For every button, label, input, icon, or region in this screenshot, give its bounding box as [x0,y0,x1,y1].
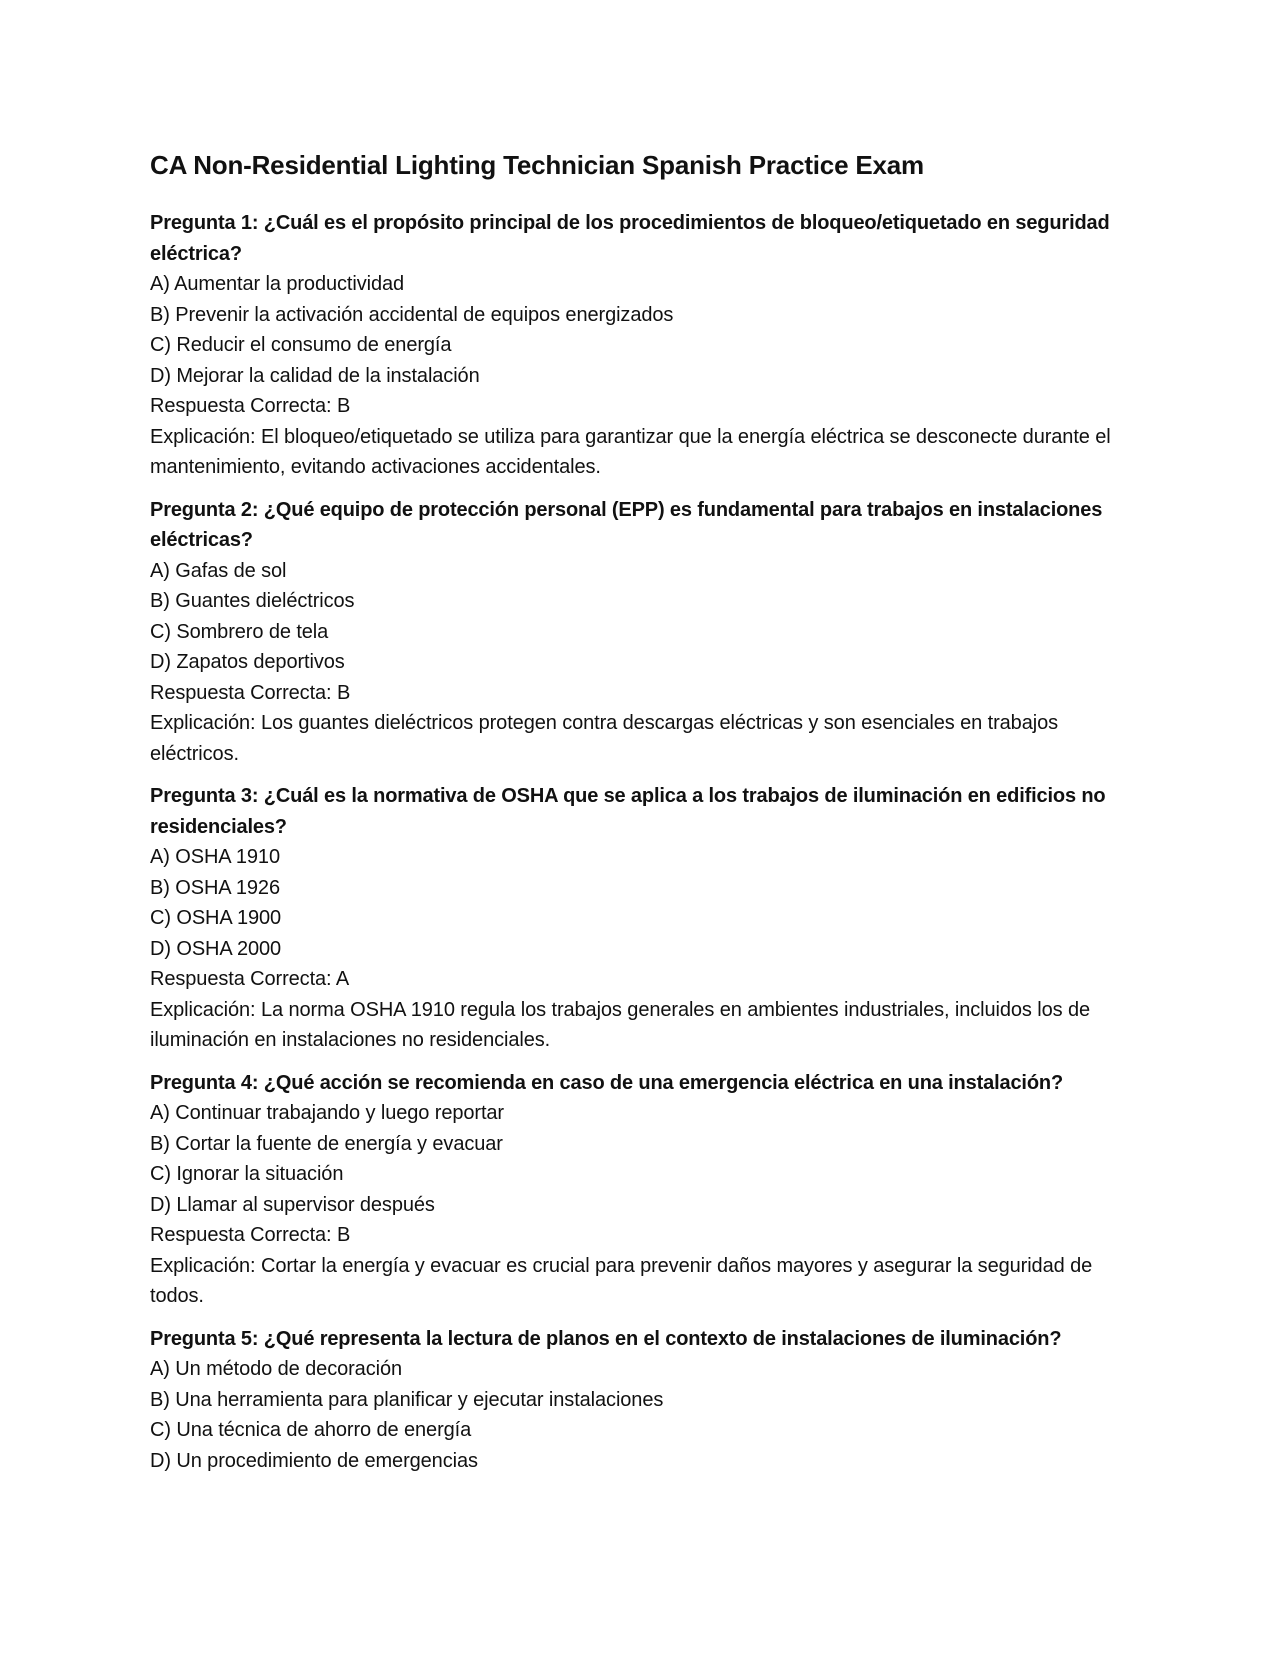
option-c: C) Una técnica de ahorro de energía [150,1419,472,1441]
page-title: CA Non-Residential Lighting Technician Spanish Practice Exam [150,150,924,180]
option-c: C) Sombrero de tela [150,620,329,643]
option-c: C) Ignorar la situación [150,1163,344,1185]
option-d: D) Zapatos deportivos [150,651,345,673]
option-b: B) Una herramienta para planificar y ejecutar instalaciones [150,1388,664,1411]
question-block-1 [150,208,1150,483]
option-a: A) Continuar trabajando y luego reportar [150,1102,504,1124]
option-b: B) Guantes dieléctricos [150,590,355,612]
option-b: B) Prevenir la activación accidental de equipos energizados [150,303,674,326]
document-page [150,148,1150,1488]
explanation: Explicación: Los guantes dieléctricos protegen contra descargas eléctricas y son esenciales en trabajos eléctricos. [150,712,1058,765]
question-block-2 [150,495,1150,770]
question-text: Pregunta 3: ¿Cuál es la normativa de OSHA que se aplica a los trabajos de iluminación en edificios no residenciales? [150,785,1106,838]
explanation: Explicación: El bloqueo/etiquetado se utiliza para garantizar que la energía eléctrica se desconecte durante el mantenimiento, evitando activaciones accidentales. [150,425,1111,478]
question-block-3 [150,781,1150,1056]
correct-answer: Respuesta Correcta: B [150,395,351,417]
question-text: Pregunta 4: ¿Qué acción se recomienda en caso de una emergencia eléctrica en una instalación? [150,1071,1064,1094]
option-a: A) Gafas de sol [150,559,287,582]
correct-answer: Respuesta Correcta: B [150,681,351,704]
option-c: C) OSHA 1900 [150,907,282,929]
option-b: B) OSHA 1926 [150,876,280,899]
option-a: A) OSHA 1910 [150,846,280,868]
option-d: D) Un procedimiento de emergencias [150,1449,478,1472]
question-text: Pregunta 1: ¿Cuál es el propósito principal de los procedimientos de bloqueo/etiquetado en seguridad eléctrica? [150,212,1110,265]
option-a: A) Aumentar la productividad [150,273,405,295]
correct-answer: Respuesta Correcta: B [150,1224,351,1246]
question-block-5 [150,1324,1150,1477]
option-b: B) Cortar la fuente de energía y evacuar [150,1132,503,1155]
question-text: Pregunta 5: ¿Qué representa la lectura de planos en el contexto de instalaciones de iluminación? [150,1327,1062,1350]
option-a: A) Un método de decoración [150,1358,402,1380]
option-d: D) OSHA 2000 [150,937,282,960]
question-block-4 [150,1068,1150,1312]
correct-answer: Respuesta Correcta: A [150,968,350,990]
option-d: D) Mejorar la calidad de la instalación [150,364,480,387]
explanation: Explicación: La norma OSHA 1910 regula los trabajos generales en ambientes industriales, incluidos los de iluminación en instalaciones no residenciales. [150,998,1091,1051]
option-c: C) Reducir el consumo de energía [150,334,452,356]
explanation: Explicación: Cortar la energía y evacuar es crucial para prevenir daños mayores y asegurar la seguridad de todos. [150,1254,1093,1307]
option-d: D) Llamar al supervisor después [150,1193,435,1216]
question-text: Pregunta 2: ¿Qué equipo de protección personal (EPP) es fundamental para trabajos en instalaciones eléctricas? [150,498,1103,551]
